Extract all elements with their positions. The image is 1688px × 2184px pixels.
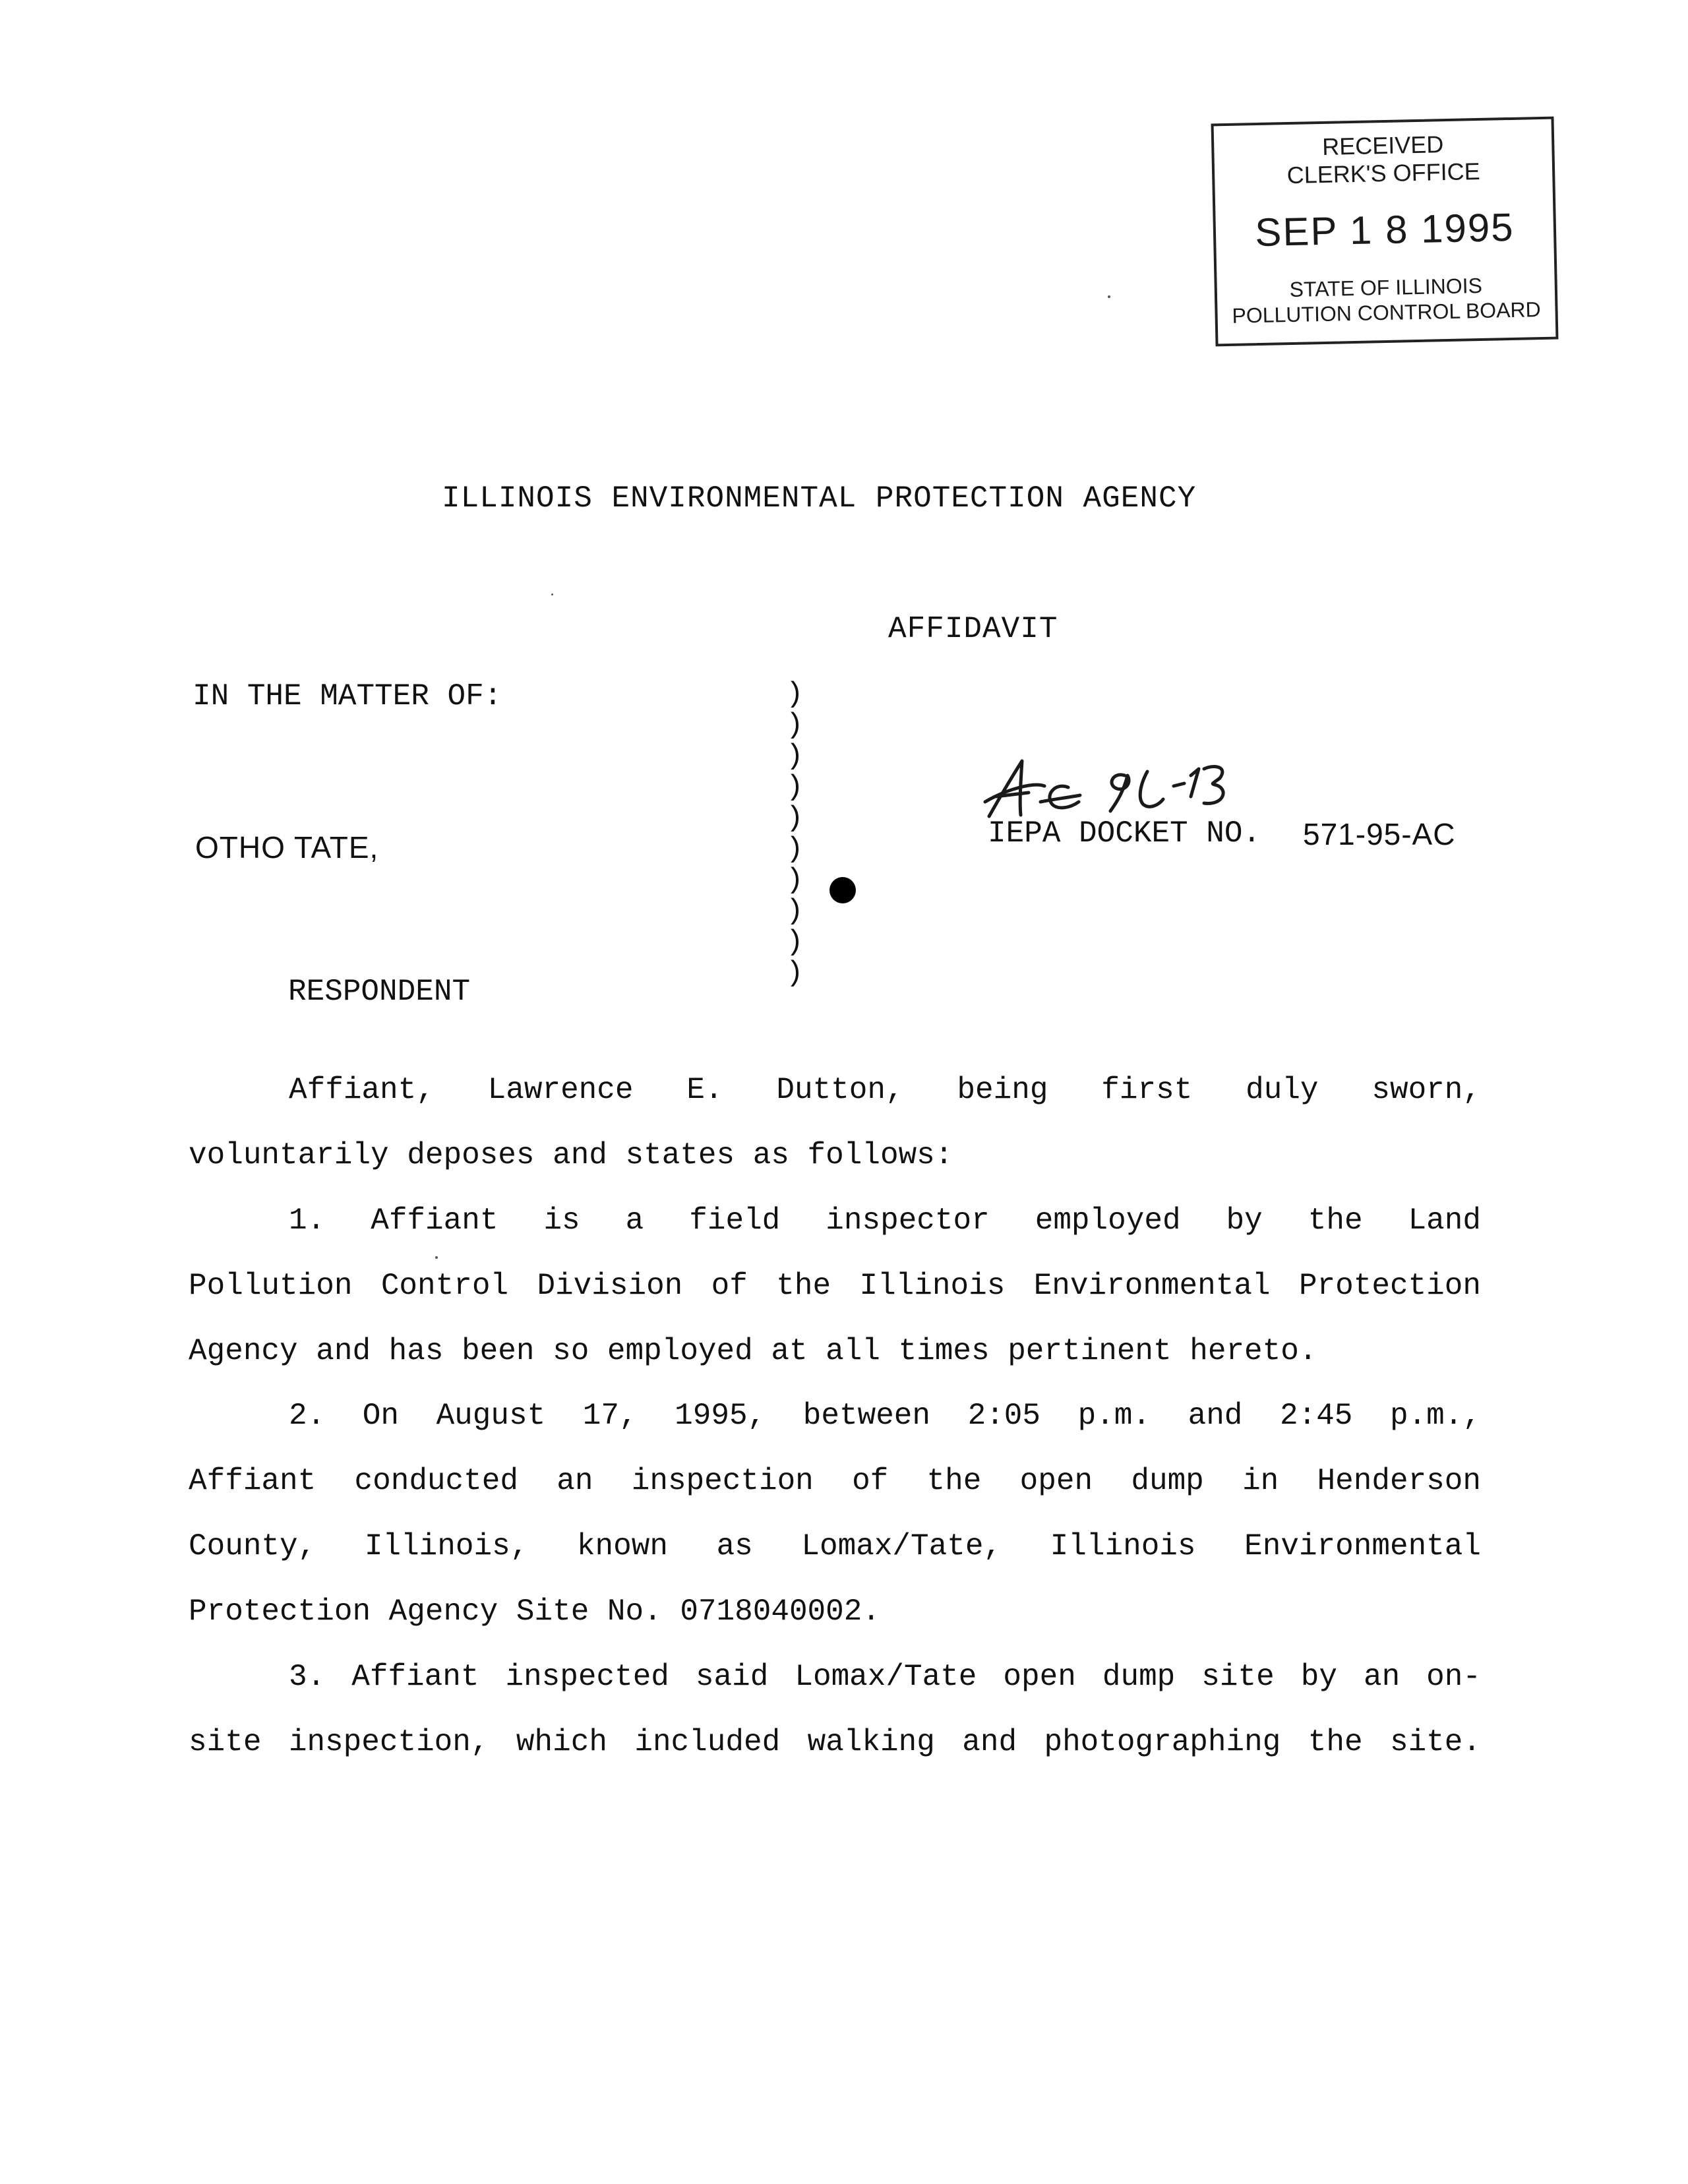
docket-number: 571-95-AC — [1303, 817, 1456, 851]
stamp-date: SEP 1 8 1995 — [1254, 204, 1515, 255]
p1-line-2: Pollution Control Division of the Illinois Environmental Protection — [189, 1269, 1481, 1303]
p2-line-2: Affiant conducted an inspection of the open dump in Henderson — [189, 1464, 1481, 1498]
party-name: OTHO TATE, — [195, 830, 379, 864]
stamp-received: RECEIVED — [1321, 131, 1444, 160]
stamp-board: POLLUTION CONTROL BOARD — [1232, 297, 1542, 328]
agency-title: ILLINOIS ENVIRONMENTAL PROTECTION AGENCY — [442, 481, 1197, 516]
handwritten-docket-note — [981, 756, 1232, 822]
paragraph-2 — [189, 1383, 1481, 1645]
p2-line-3: County, Illinois, known as Lomax/Tate, Illinois Environmental — [189, 1529, 1481, 1563]
paragraph-3 — [189, 1645, 1481, 1775]
intro-line-2: voluntarily deposes and states as follows: — [189, 1138, 953, 1172]
speck — [1108, 295, 1110, 298]
stamp-state: STATE OF ILLINOIS — [1289, 273, 1483, 302]
p3-line-2: site inspection, which included walking and photographing the site. — [189, 1725, 1481, 1759]
intro-line-1: Affiant, Lawrence E. Dutton, being first duly sworn, — [289, 1073, 1481, 1107]
speck — [551, 593, 553, 595]
intro-paragraph — [189, 1058, 1481, 1188]
received-stamp — [1211, 117, 1559, 347]
p2-line-4: Protection Agency Site No. 0718040002. — [189, 1594, 880, 1629]
p1-line-1: 1. Affiant is a field inspector employed by the Land — [289, 1203, 1481, 1238]
party-role: RESPONDENT — [288, 975, 471, 1009]
paragraph-1 — [189, 1188, 1481, 1384]
document-title: AFFIDAVIT — [888, 612, 1058, 646]
matter-label: IN THE MATTER OF: — [193, 679, 502, 713]
docket-label: IEPA DOCKET NO. — [988, 816, 1261, 851]
p1-line-3: Agency and has been so employed at all times pertinent hereto. — [189, 1334, 1317, 1368]
hole-punch-mark — [829, 877, 856, 903]
stamp-clerks-office: CLERK'S OFFICE — [1286, 157, 1480, 189]
p2-line-1: 2. On August 17, 1995, between 2:05 p.m. and 2:45 p.m., — [289, 1399, 1481, 1433]
p3-line-1: 3. Affiant inspected said Lomax/Tate open dump site by an on- — [289, 1660, 1481, 1694]
caption-parentheses: ) ) ) ) ) ) ) ) ) ) — [786, 678, 804, 990]
